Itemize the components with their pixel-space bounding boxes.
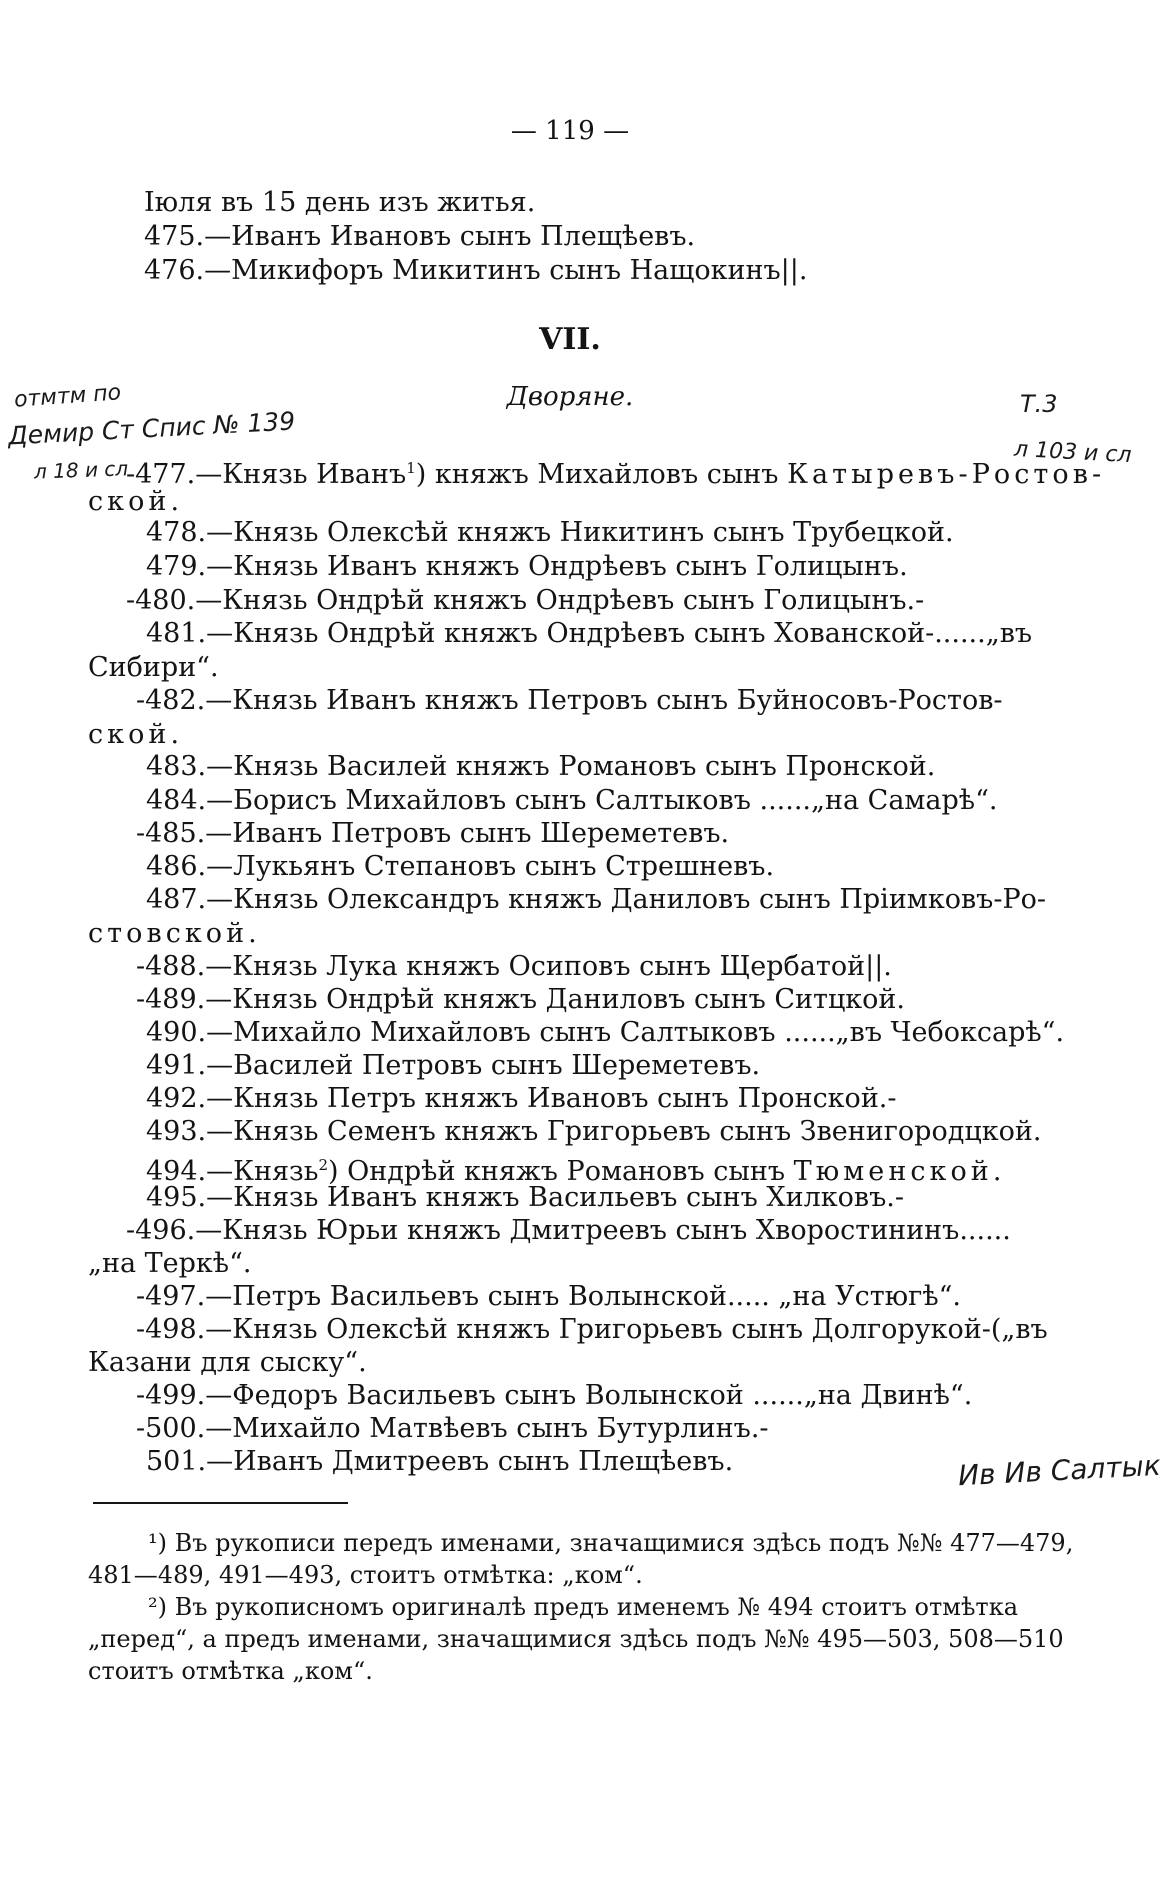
footnote: ¹) Въ рукописи передъ именами, значащимися здѣсь подъ №№ 477—479, (148, 1529, 1074, 1557)
entry-486: 486.—Лукьянъ Степановъ сынъ Стрешневъ. (146, 851, 775, 882)
handwritten-note: л 103 и сл (1013, 436, 1133, 469)
section-number: VII. (539, 322, 601, 357)
entry-483: 483.—Князь Василей княжъ Романовъ сынъ Пронской. (146, 751, 936, 782)
footnote-ref: 1 (406, 459, 416, 477)
intro-line: 475.—Иванъ Ивановъ сынъ Плещѣевъ. (144, 221, 696, 252)
section-title: Дворяне. (506, 382, 634, 412)
entry-485: -485.—Иванъ Петровъ сынъ Шереметевъ. (136, 818, 730, 849)
entry-500: -500.—Михайло Матвѣевъ сынъ Бутурлинъ.- (136, 1413, 769, 1444)
intro-line: 476.—Микифоръ Микитинъ сынъ Нащокинъ||. (144, 255, 808, 286)
entry-487: 487.—Князь Олександръ княжъ Даниловъ сынъ Пріимковъ-Ро- (146, 884, 1046, 915)
entry-491: 491.—Василей Петровъ сынъ Шереметевъ. (146, 1050, 761, 1081)
entry-495: 495.—Князь Иванъ княжъ Васильевъ сынъ Хилковъ.- (146, 1182, 904, 1213)
footnote: стоитъ отмѣтка „ком“. (88, 1657, 373, 1685)
entry-478: 478.—Князь Олексѣй княжъ Никитинъ сынъ Трубецкой. (146, 517, 954, 548)
page-number: — 119 — (510, 116, 630, 146)
handwritten-note: Т.3 (1020, 390, 1058, 418)
entry-479: 479.—Князь Иванъ княжъ Ондрѣевъ сынъ Голицынъ. (146, 551, 908, 582)
entry-481: 481.—Князь Ондрѣй княжъ Ондрѣевъ сынъ Хованской-......„въ (146, 618, 1033, 649)
footnote-ref: 2 (318, 1156, 329, 1174)
footnote-divider (93, 1502, 348, 1504)
entry-480: -480.—Князь Ондрѣй княжъ Ондрѣевъ сынъ Голицынъ.- (126, 585, 925, 616)
entry-continuation: Казани для сыску“. (88, 1347, 367, 1378)
entry-489: -489.—Князь Ондрѣй княжъ Даниловъ сынъ Ситцкой. (136, 984, 906, 1015)
handwritten-note: Ив Ив Салтык (957, 1448, 1161, 1493)
entry-477: -477.—Князь Иванъ$^1$) княжъ Михайловъ сынъ Катыревъ-Ростов- (126, 459, 1106, 490)
entry-496: -496.—Князь Юрьи княжъ Дмитреевъ сынъ Хворостининъ...... (126, 1215, 1011, 1246)
entry-499: -499.—Федоръ Васильевъ сынъ Волынской ......„на Двинѣ“. (136, 1380, 973, 1411)
entry-492: 492.—Князь Петръ княжъ Ивановъ сынъ Пронской.- (146, 1083, 897, 1114)
entry-continuation: „на Теркѣ“. (88, 1248, 252, 1279)
footnote: ²) Въ рукописномъ оригиналѣ предъ именемъ № 494 стоитъ отмѣтка (148, 1593, 1018, 1621)
entry-501: 501.—Иванъ Дмитреевъ сынъ Плещѣевъ. (146, 1446, 734, 1477)
entry-488: -488.—Князь Лука княжъ Осиповъ сынъ Щербатой||. (136, 951, 892, 982)
footnote: „перед“, а предъ именами, значащимися здѣсь подъ №№ 495—503, 508—510 (88, 1625, 1064, 1653)
entry-493: 493.—Князь Семенъ княжъ Григорьевъ сынъ Звенигородцкой. (146, 1116, 1042, 1147)
handwritten-note: Демир Ст Спис № 139 (7, 406, 296, 451)
entry-continuation: ской. (88, 719, 184, 750)
entry-494: 494.—Князь$^2$) Ондрѣй княжъ Романовъ сынъ Тюменской. (146, 1156, 1006, 1187)
entry-continuation: стовской. (88, 918, 261, 949)
entry-497: -497.—Петръ Васильевъ сынъ Волынской..... „на Устюгѣ“. (136, 1281, 961, 1312)
footnote: 481—489, 491—493, стоитъ отмѣтка: „ком“. (88, 1561, 643, 1589)
entry-498: -498.—Князь Олексѣй княжъ Григорьевъ сынъ Долгорукой-(„въ (136, 1314, 1048, 1345)
entry-490: 490.—Михайло Михайловъ сынъ Салтыковъ ......„въ Чебоксарѣ“. (146, 1017, 1065, 1048)
entry-continuation: Сибири“. (88, 652, 219, 683)
handwritten-note: л 18 и сл (33, 456, 129, 484)
entry-continuation: ской. (88, 486, 184, 517)
intro-line: Іюля въ 15 день изъ житья. (144, 187, 536, 218)
entry-484: 484.—Борисъ Михайловъ сынъ Салтыковъ ......„на Самарѣ“. (146, 785, 998, 816)
handwritten-note: отмтм по (13, 380, 122, 413)
entry-482: -482.—Князь Иванъ княжъ Петровъ сынъ Буйносовъ-Ростов- (136, 685, 1003, 716)
